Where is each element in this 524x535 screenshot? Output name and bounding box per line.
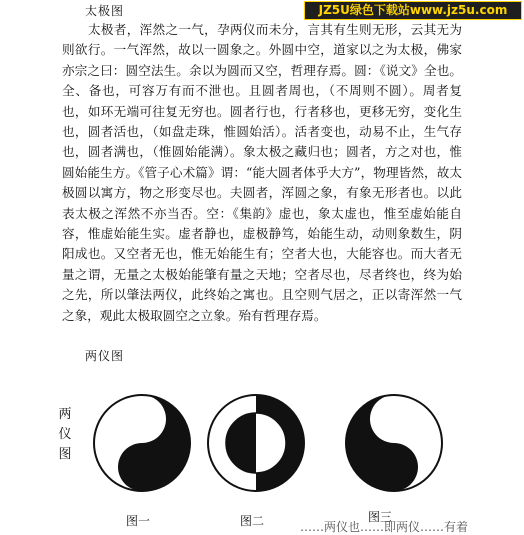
yin-yang-diagram bbox=[92, 384, 192, 502]
figure-subtitle: 两仪图 bbox=[85, 349, 125, 363]
figure-1-yin-yang bbox=[92, 384, 192, 502]
figure-2-split-circle bbox=[206, 384, 306, 502]
bottom-text-fragment: ……两仪也……即两仪……有着 bbox=[300, 520, 469, 534]
split-circle-diagram bbox=[206, 384, 306, 502]
figure-3-yin-yang-mirrored bbox=[344, 384, 444, 502]
watermark-banner[interactable]: JZ5U绿色下载站www.jz5u.com bbox=[304, 1, 522, 20]
yin-yang-mirrored-diagram bbox=[344, 384, 444, 502]
side-label-char: 两 bbox=[58, 407, 72, 422]
figure-1-caption: 图一 bbox=[126, 514, 151, 528]
figure-3-caption: 图三 bbox=[368, 510, 393, 524]
body-paragraph: 太极者，浑然之一气，孕两仪而未分，言其有生则无形，云其无为则欲行。一气浑然，故以一圆象之。外圆中空，道家以之为太极，佛家亦宗之曰：圆空法生。余以为圆而又空，哲理存焉。圆：《说文》全也。全、备也，可容万有而不泄也。且圆者周也，（不周则不圆）。周者复也，如环无端可往复无穷也。圆者行也，行者移也，更移无穷，变化生也，圆者活也，（如盘走珠，惟圆始活）。活者变也，动易不止，生气存也，圆者满也，（惟圆始能满）。象太极之藏归也；圆者，方之对也，惟圆始能生方。《管子心术篇》谓：“能大圆者体乎大方”，物理皆然，故太极圆以寓方，物之形变尽也。夫圆者，浑圆之象，有象无形者也。以此表太极之浑然不亦当否。空：《集韵》虚也，象太虚也，惟至虚始能自容，惟虚始能生实。虚者静也，虚极静笃，始能生动，动则象数生，阴阳成也。又空者无也，惟无始能生有；空者大也，大能容也。而大者无量之谓，无量之太极始能肇有量之天地；空者尽也，尽者终也，终为始之先，所以肇法两仪，此终始之寓也。且空则气居之，正以寄浑然一气之象，观此太极取圆空之立象。殆有哲理存焉。 bbox=[62, 22, 462, 323]
figure-2-caption: 图二 bbox=[240, 514, 265, 528]
section-title: 太极图 bbox=[85, 4, 125, 18]
side-label-char: 仪 bbox=[58, 427, 72, 442]
figure-side-label bbox=[58, 405, 72, 465]
side-label-char: 图 bbox=[58, 447, 72, 462]
